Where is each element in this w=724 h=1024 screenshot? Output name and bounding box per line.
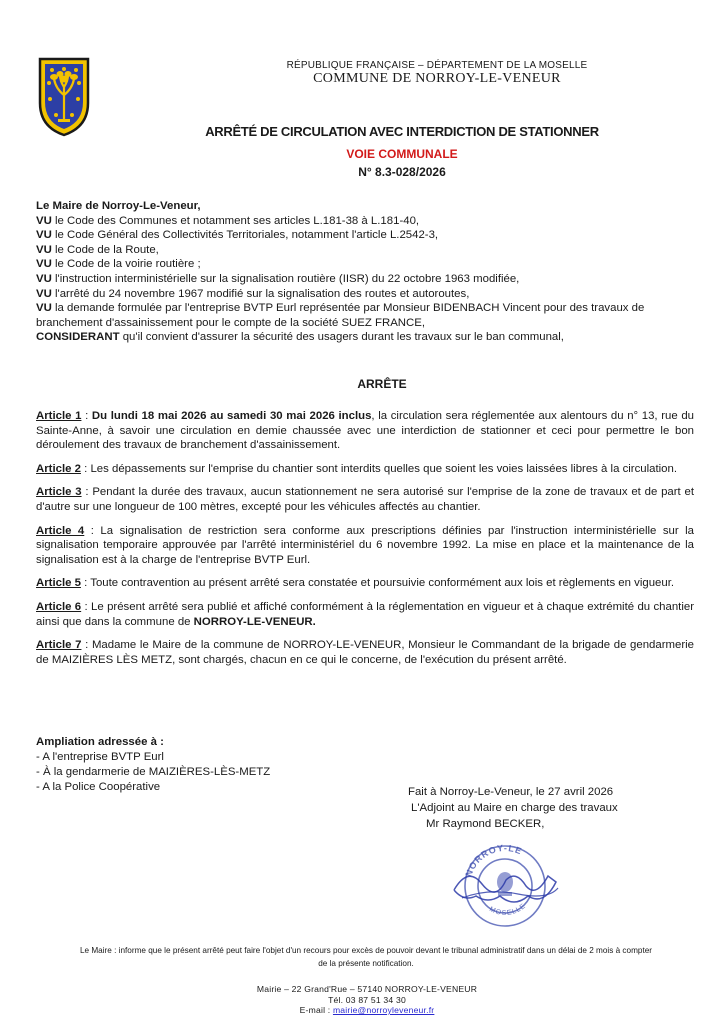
vu-item: VU le Code Général des Collectivités Territoriales, notamment l'article L.2542-3, bbox=[36, 229, 439, 242]
email-link[interactable]: mairie@norroyleveneur.fr bbox=[332, 1005, 435, 1015]
vu-item: VU l'instruction interministérielle sur la signalisation routière (IISR) du 22 octobre 1963 modifiée, bbox=[36, 272, 520, 285]
preamble bbox=[36, 199, 696, 345]
header-republique: RÉPUBLIQUE FRANÇAISE – DÉPARTEMENT DE LA MOSELLE bbox=[286, 60, 588, 71]
vu-item: VU le Code de la Route, bbox=[36, 243, 159, 256]
signatory-role: L'Adjoint au Maire en charge des travaux bbox=[411, 802, 618, 814]
footer-address: Mairie – 22 Grand'Rue – 57140 NORROY-LE-VENEUR bbox=[256, 984, 478, 994]
ampliation-item: - A la Police Coopérative bbox=[36, 781, 161, 793]
footer-email: E-mail : mairie@norroyleveneur.fr bbox=[299, 1005, 435, 1015]
legal-notice: Le Maire : informe que le présent arrêté peut faire l'objet d'un recours pour excès de pouvoir devant le tribunal administratif dans un délai de 2 mois à compter de la présente notification. bbox=[79, 946, 653, 968]
svg-text:NORROY-LE: NORROY-LE bbox=[463, 842, 524, 878]
ampliation-item: - A l'entreprise BVTP Eurl bbox=[36, 751, 164, 763]
footer-phone: Tél. 03 87 51 34 30 bbox=[328, 994, 406, 1005]
article-5: Article 5 : Toute contravention au présent arrêté sera constatée et poursuivie conformément aux lois et règlements en vigueur. bbox=[36, 577, 675, 590]
signatory-name: Mr Raymond BECKER, bbox=[426, 818, 545, 830]
article-1: Article 1 : Du lundi 18 mai 2026 au samedi 30 mai 2026 inclus, la circulation sera réglementée aux alentours du n° 13, rue du Sainte-Anne, à savoir une circulation en demie chaussée avec une interdiction de stationner et ceci pour permettre le bon déroulement des travaux de branchement d'assainissement. bbox=[36, 410, 695, 452]
article-6: Article 6 : Le présent arrêté sera publié et affiché conformément à la réglementation en vigueur et à chaque extrémité du chantier ainsi que dans la commune de NORROY-LE-VENEUR. bbox=[36, 600, 695, 628]
vu-item: VU la demande formulée par l'entreprise BVTP Eurl représentée par Monsieur BIDENBACH Vincent pour des travaux de branchement d'assainissement pour le compte de la société SUEZ FRANCE, bbox=[36, 302, 645, 329]
considerant-item: CONSIDERANT qu'il convient d'assurer la sécurité des usagers durant les travaux sur le ban communal, bbox=[36, 331, 564, 344]
article-3: Article 3 : Pendant la durée des travaux, aucun stationnement ne sera autorisé sur l'emprise de la zone de travaux et de part et d'autre sur une longueur de 100 mètres, excepté pour les véhicules affectés au chantier. bbox=[36, 486, 694, 513]
articles bbox=[36, 409, 694, 676]
document-subtitle: VOIE COMMUNALE bbox=[346, 147, 458, 161]
vu-item: VU l'arrêté du 24 novembre 1967 modifié sur la signalisation des routes et autoroutes, bbox=[36, 287, 470, 300]
place-date: Fait à Norroy-Le-Veneur, le 27 avril 2026 bbox=[408, 786, 614, 798]
official-stamp-icon bbox=[448, 836, 563, 932]
vu-item: VU le Code des Communes et notamment ses articles L.181-38 à L.181-40, bbox=[36, 214, 420, 227]
ampliation-item: - À la gendarmerie de MAIZIÈRES-LÈS-METZ bbox=[36, 766, 271, 778]
document-number: N° 8.3-028/2026 bbox=[358, 165, 446, 179]
arrete-heading: ARRÊTE bbox=[357, 377, 407, 391]
header-commune: COMMUNE DE NORROY-LE-VENEUR bbox=[313, 71, 561, 86]
footer bbox=[0, 984, 724, 1016]
document-title: ARRÊTÉ DE CIRCULATION AVEC INTERDICTION DE STATIONNER bbox=[205, 124, 599, 139]
svg-text:MOSELLE: MOSELLE bbox=[488, 902, 528, 917]
article-7: Article 7 : Madame le Maire de la commune de NORROY-LE-VENEUR, Monsieur le Commandant de la brigade de gendarmerie de MAIZIÈRES LÈS METZ, sont chargés, chacun en ce qui le concerne, de l'exécution du présent arrêté. bbox=[36, 639, 695, 666]
article-4: Article 4 : La signalisation de restriction sera conforme aux prescriptions définies par l'instruction interministérielle sur la signalisation temporaire approuvée par l'arrêté interministériel du 6 novembre 1992. La mise en place et la maintenance de la signalisation est à la charge de l'entreprise BVTP Eurl. bbox=[36, 524, 695, 566]
ampliation-heading: Ampliation adressée à : bbox=[36, 736, 164, 748]
ampliation bbox=[36, 735, 270, 795]
article-2: Article 2 : Les dépassements sur l'emprise du chantier sont interdits quelles que soient les voies laissées libres à la circulation. bbox=[36, 462, 678, 475]
maire-line: Le Maire de Norroy-Le-Veneur, bbox=[36, 200, 201, 212]
signature-block bbox=[408, 784, 618, 832]
vu-item: VU le Code de la voirie routière ; bbox=[36, 258, 201, 271]
